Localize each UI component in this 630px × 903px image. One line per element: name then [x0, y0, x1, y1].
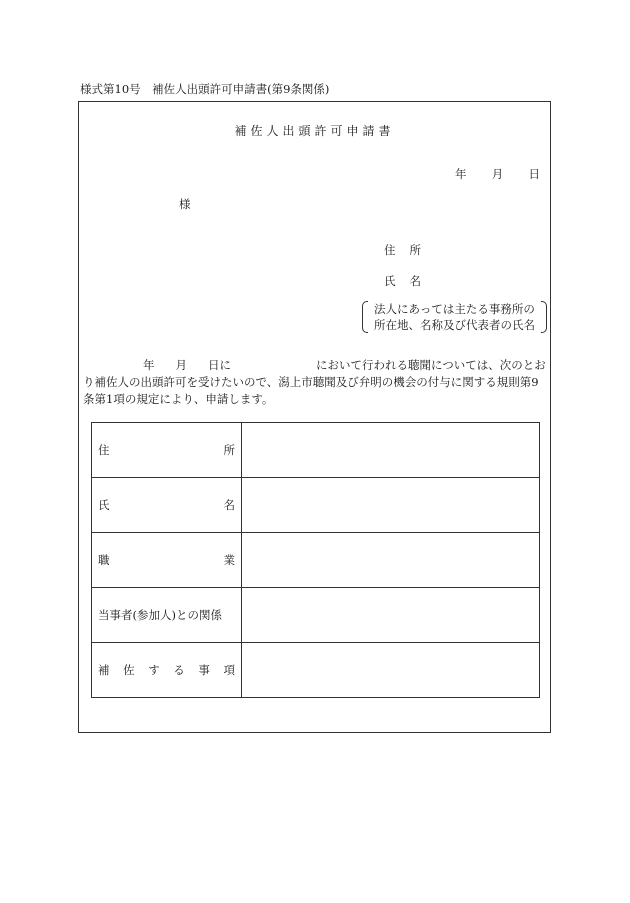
assistance-label-char-5: 事 [198, 663, 210, 677]
applicant-address-label [384, 242, 421, 258]
applicant-address-char-1: 住 [384, 243, 396, 257]
assistance-label-char-2: 佐 [123, 663, 135, 677]
form-number-label: 様式第10号 補佐人出頭許可申請書(第9条関係) [80, 82, 330, 96]
assistant-info-table [91, 422, 540, 698]
hearing-date [143, 357, 231, 374]
address-label-cell [92, 423, 242, 478]
date-month-label: 月 [491, 167, 504, 181]
address-label-char-1: 住 [98, 443, 110, 457]
assistance-label-char-3: す [148, 663, 160, 677]
application-statement [83, 357, 549, 408]
statement-line-1-text: において行われる聴聞については、次のとお [316, 358, 546, 372]
table-row-address [92, 423, 540, 478]
hearing-day-label: 日に [208, 358, 231, 372]
table-row-relationship [92, 588, 540, 643]
address-label-char-2: 所 [223, 443, 235, 457]
relationship-label-cell [92, 588, 242, 643]
date-day-label: 日 [528, 167, 540, 181]
statement-line-1 [83, 357, 549, 374]
name-value-cell[interactable] [242, 478, 540, 533]
date-year-label: 年 [455, 167, 467, 181]
application-form-frame [78, 101, 551, 733]
assistance-label-char-4: る [173, 663, 185, 677]
statement-line-2: り補佐人の出頭許可を受けたいので、潟上市聴聞及び弁明の機会の付与に関する規則第9 [83, 375, 539, 389]
corporate-note-line-2: 所在地、名称及び代表者の氏名 [374, 318, 535, 332]
hearing-month-label: 月 [175, 358, 187, 372]
name-label-cell [92, 478, 242, 533]
form-title: 補佐人出頭許可申請書 [234, 124, 395, 138]
occupation-label-char-1: 職 [98, 553, 110, 567]
hearing-year-label: 年 [143, 358, 155, 372]
occupation-label-cell [92, 533, 242, 588]
occupation-value-cell[interactable] [242, 533, 540, 588]
address-value-cell[interactable] [242, 423, 540, 478]
assistance-label-char-1: 補 [98, 663, 110, 677]
assistance-matters-value-cell[interactable] [242, 643, 540, 698]
applicant-name-char-1: 氏 [384, 274, 396, 288]
addressee-suffix: 様 [179, 197, 191, 211]
relationship-value-cell[interactable] [242, 588, 540, 643]
table-row-assistance-matters [92, 643, 540, 698]
applicant-address-char-2: 所 [409, 243, 421, 257]
table-row-name [92, 478, 540, 533]
name-label-char-2: 名 [223, 498, 235, 512]
statement-line-3: 条第1項の規定により、申請します。 [83, 392, 274, 406]
applicant-name-char-2: 名 [409, 274, 421, 288]
assistance-matters-label-cell [92, 643, 242, 698]
applicant-name-label [384, 273, 421, 289]
relationship-label: 当事者(参加人)との関係 [98, 608, 222, 622]
corporate-note [362, 300, 547, 334]
corporate-note-line-1: 法人にあっては主たる事務所の [374, 302, 535, 316]
table-row-occupation [92, 533, 540, 588]
submission-date [455, 166, 540, 182]
name-label-char-1: 氏 [98, 498, 110, 512]
assistance-label-char-6: 項 [223, 663, 235, 677]
occupation-label-char-2: 業 [223, 553, 235, 567]
